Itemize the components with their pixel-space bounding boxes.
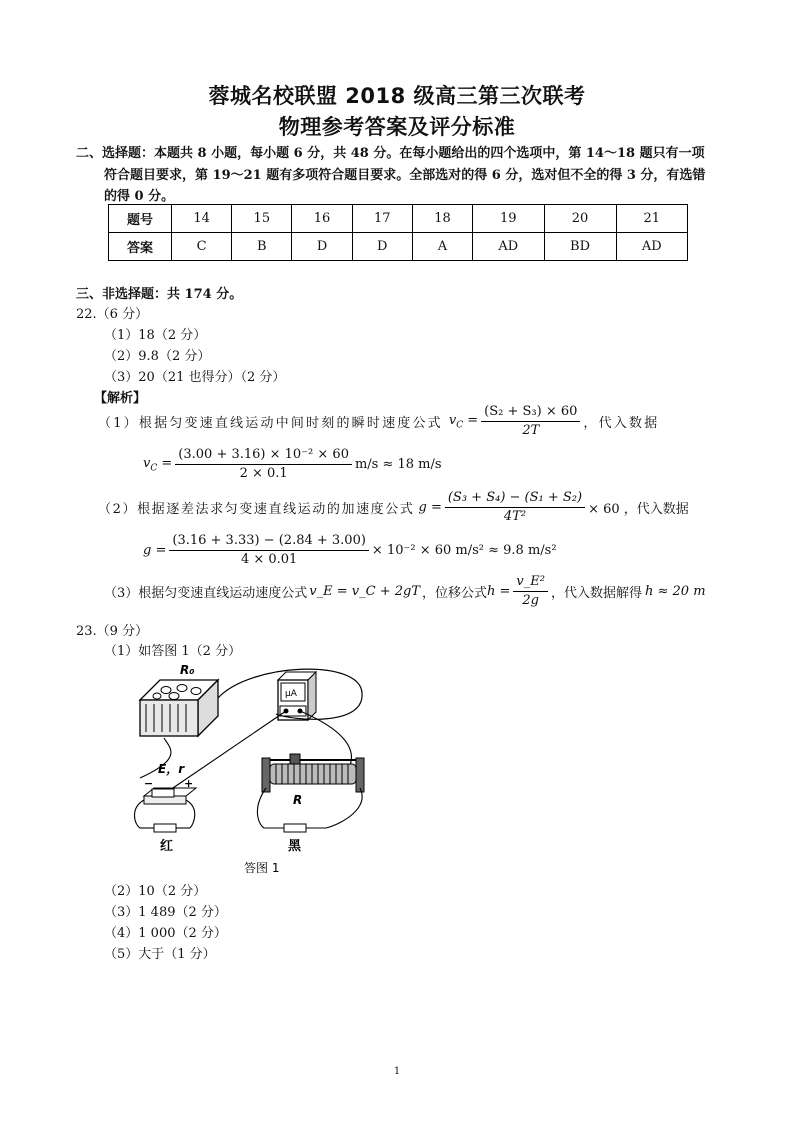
explanation-3-tail: ，代入数据解得 xyxy=(550,586,642,601)
table-cell-number: 15 xyxy=(232,205,292,233)
battery-plus-label: + xyxy=(184,777,194,790)
explanation-1-calc-numerator: (3.00 + 3.16) × 10⁻² × 60 xyxy=(175,447,352,465)
section2-line-2: 符合题目要求，第 19～21 题有多项符合题目要求。全部选对的得 6 分，选对但不全的得 3 分，有选错 xyxy=(104,168,706,183)
explanation-1-calc-tail: m/s ≈ 18 m/s xyxy=(354,457,442,472)
wire xyxy=(326,788,362,828)
section2-line-1: 二、选择题：本题共 8 小题，每小题 6 分，共 48 分。在每小题给出的四个选项中，第 14～18 题只有一项 xyxy=(76,146,705,161)
q22-answer-3: （3）20（21 也得分）（2 分） xyxy=(104,370,286,385)
q22-explanation-1-calc: $v_C$ = $\frac{\text{(3.00 + 3.16) × 10⁻² × 60}}{2 \times 0.1}$ m/s ≈ 18 m/s xyxy=(143,447,442,481)
table-cell-answer: B xyxy=(232,233,292,261)
red-label: 红 xyxy=(160,839,174,854)
resistance-box-icon xyxy=(140,680,218,736)
rheostat-label: R xyxy=(293,793,303,807)
wire xyxy=(135,800,145,828)
explanation-2-calc-denominator: 4 × 0.01 xyxy=(240,552,298,567)
explanation-3-formula: v_E = v_C + 2gT xyxy=(309,584,420,599)
table-cell-number: 20 xyxy=(544,205,616,233)
q22-explanation-1: （1）根据匀变速直线运动中间时刻的瞬时速度公式 $v_C$ = $\frac{\text{(S₂ + S₃) × 60}}{2T}$ ，代入数据 xyxy=(98,404,660,438)
figure-caption: 答图 1 xyxy=(244,861,280,875)
explanation-3-numerator: v_E² xyxy=(513,574,548,592)
black-label: 黑 xyxy=(288,839,302,854)
q23-answer-5: （5）大于（1 分） xyxy=(104,947,216,962)
explanation-1-denominator: 2T xyxy=(522,423,540,438)
source-label: E，r xyxy=(158,762,185,776)
explanation-2-calc-numerator: (3.16 + 3.33) − (2.84 + 3.00) xyxy=(169,533,369,551)
table-cell-number: 21 xyxy=(616,205,687,233)
circuit-figure xyxy=(130,658,370,876)
explanation-2-denominator: 4T² xyxy=(503,509,527,524)
section3-heading: 三、非选择题：共 174 分。 xyxy=(76,287,243,302)
q22-explanation-2-calc: g = $\frac{(3.16 + 3.33) - (2.84 + 3.00)}{4 \times 0.01}$ × 10⁻² × 60 m/s² ≈ 9.8 m/s² xyxy=(143,533,557,567)
table-cell-number: 16 xyxy=(292,205,352,233)
explanation-1-tail: ，代入数据 xyxy=(583,416,660,431)
explanation-3-text: （3）根据匀变速直线运动速度公式 xyxy=(104,586,308,601)
table-cell-number: 17 xyxy=(352,205,412,233)
black-probe-icon xyxy=(284,824,306,832)
meter-label: μA xyxy=(285,689,297,699)
wire xyxy=(257,788,266,828)
table-cell-answer: D xyxy=(352,233,412,261)
q23-answer-3: （3）1 489（2 分） xyxy=(104,905,227,920)
page-number: 1 xyxy=(393,1066,401,1077)
q23-answer-2: （2）10（2 分） xyxy=(104,884,207,899)
table-cell-answer: D xyxy=(292,233,352,261)
wire xyxy=(186,800,195,828)
explanation-1-numerator: (S₂ + S₃) × 60 xyxy=(481,404,580,422)
explanation-3-result: h ≈ 20 m xyxy=(644,584,706,599)
r0-label: R₀ xyxy=(180,663,195,677)
explanation-3-denominator: 2g xyxy=(522,593,539,608)
table-row-answers xyxy=(109,233,688,261)
q22-explanation-2: （2）根据逐差法求匀变速直线运动的加速度公式 g = $\frac{\text{(S₃ + S₄) − (S₁ + S₂)}}{\text{4T²}}$ × 60 ，代入数据 xyxy=(98,490,689,524)
title-line-1: 蓉城名校联盟 2018 级高三第三次联考 xyxy=(208,84,586,108)
q23-answer-4: （4）1 000（2 分） xyxy=(104,926,227,941)
explanation-2-tail: × 60 ，代入数据 xyxy=(588,502,689,517)
q22-explanation-3: （3）根据匀变速直线运动速度公式 v_E = v_C + 2gT ，位移公式 h = $\frac{\text{v\_E²}}{2g}$ ，代入数据解得 h ≈ 20 m xyxy=(104,574,706,608)
explanation-3-mid: ，位移公式 xyxy=(421,586,487,601)
table-cell-answer: BD xyxy=(544,233,616,261)
explanation-1-text: （1）根据匀变速直线运动中间时刻的瞬时速度公式 xyxy=(98,416,443,431)
q22-heading: 22.（6 分） xyxy=(76,307,149,322)
table-cell-number: 19 xyxy=(473,205,544,233)
red-probe-icon xyxy=(154,824,176,832)
q22-answer-2: （2）9.8（2 分） xyxy=(104,349,211,364)
battery-minus-label: − xyxy=(144,777,154,790)
rheostat-icon xyxy=(262,754,364,792)
table-row-numbers xyxy=(109,205,688,233)
explanation-2-calc-tail: × 10⁻² × 60 m/s² ≈ 9.8 m/s² xyxy=(371,543,557,558)
table-header-answer: 答案 xyxy=(109,233,172,261)
table-cell-answer: C xyxy=(172,233,232,261)
explanation-2-numerator: (S₃ + S₄) − (S₁ + S₂) xyxy=(445,490,585,508)
answer-table xyxy=(108,204,688,261)
explanation-1-calc-denominator: 2 × 0.1 xyxy=(239,466,288,481)
q23-heading: 23.（9 分） xyxy=(76,624,149,639)
q22-analysis-label: 【解析】 xyxy=(94,391,147,406)
table-header-number: 题号 xyxy=(109,205,172,233)
table-cell-number: 18 xyxy=(412,205,472,233)
table-cell-answer: AD xyxy=(473,233,544,261)
title-line-2: 物理参考答案及评分标准 xyxy=(278,115,516,139)
q23-answer-1: （1）如答图 1（2 分） xyxy=(104,644,242,659)
section2-line-3: 的得 0 分。 xyxy=(104,189,175,204)
explanation-2-text: （2）根据逐差法求匀变速直线运动的加速度公式 xyxy=(98,502,415,517)
table-cell-number: 14 xyxy=(172,205,232,233)
table-cell-answer: A xyxy=(412,233,472,261)
table-cell-answer: AD xyxy=(616,233,687,261)
q22-answer-1: （1）18（2 分） xyxy=(104,328,207,343)
